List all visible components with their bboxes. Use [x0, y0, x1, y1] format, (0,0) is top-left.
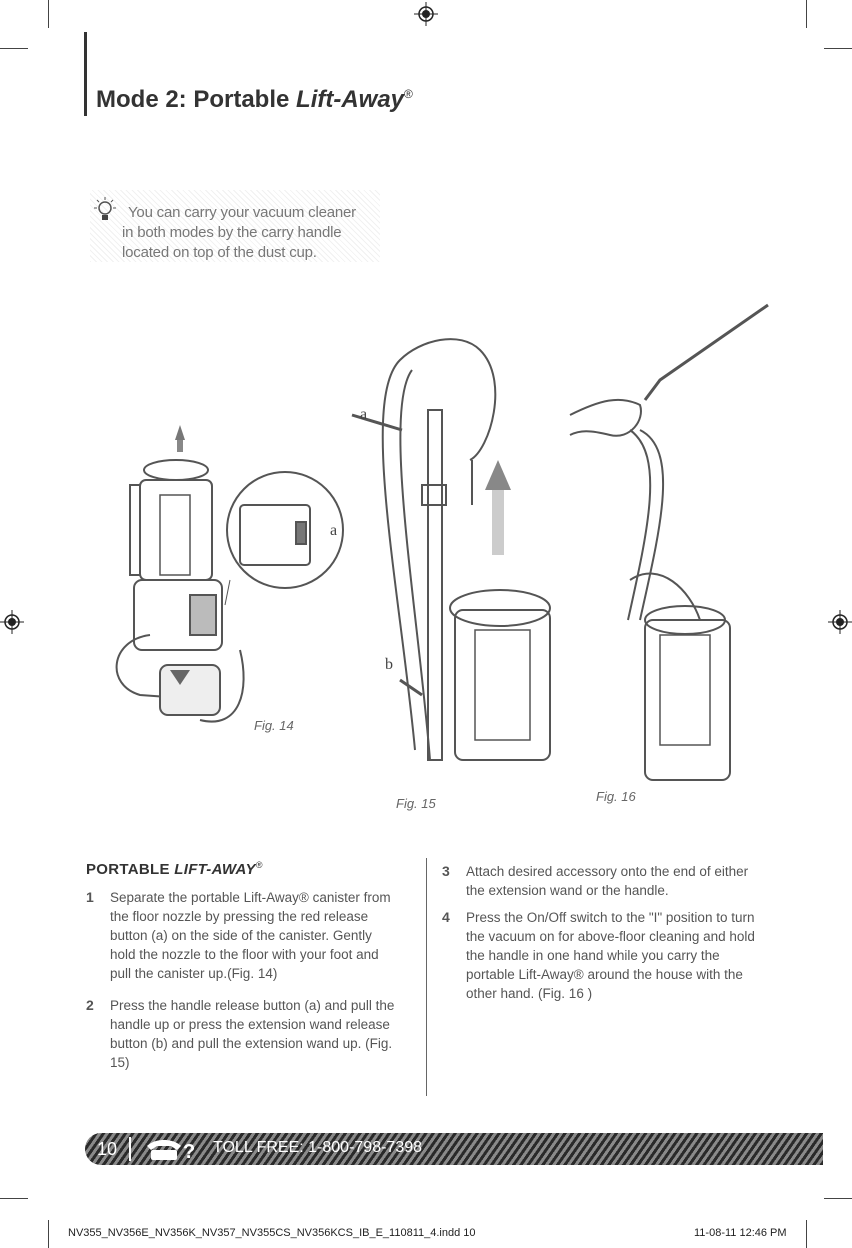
step-text: Press the On/Off switch to the "I" position to turn the vacuum on for above-floor cleaning and hold the handle in one hand while you carry the portable Lift-Away® around the house with the other hand. (Fig. 16 ) — [466, 910, 755, 1001]
registration-mark-icon — [414, 2, 438, 26]
step-number: 3 — [442, 863, 450, 879]
tip-box — [90, 190, 380, 262]
fig15-label: Fig. 15 — [396, 796, 436, 811]
heading-prefix: PORTABLE — [86, 861, 175, 878]
callout-a-fig14: a — [330, 522, 338, 539]
print-timestamp: 11-08-11 12:46 PM — [694, 1227, 787, 1239]
crop-mark — [48, 1220, 49, 1248]
svg-text:?: ? — [183, 1141, 196, 1162]
step-number: 4 — [442, 909, 450, 925]
step-number: 1 — [86, 889, 94, 905]
step-1 — [86, 888, 400, 983]
step-4 — [442, 908, 766, 1003]
step-number: 2 — [86, 997, 94, 1013]
fig14-inset — [225, 472, 343, 605]
tip-line-3: located on top of the dust cup. — [122, 244, 317, 261]
crop-mark — [806, 0, 807, 28]
callout-a-fig15: a — [360, 406, 368, 423]
title-accent-bar — [84, 32, 87, 116]
crop-mark — [0, 48, 28, 49]
registration-mark-icon — [828, 610, 852, 634]
fig16-drawing — [570, 305, 768, 780]
page-title — [96, 86, 413, 114]
title-mark: ® — [404, 87, 413, 101]
title-prefix: Mode 2: Portable — [96, 86, 297, 113]
heading-mark: ® — [255, 860, 263, 870]
column-divider — [426, 858, 427, 1096]
footer-band — [85, 1133, 823, 1165]
fig14-label: Fig. 14 — [254, 718, 294, 733]
callout-b-fig15: b — [385, 656, 393, 673]
crop-mark — [824, 48, 852, 49]
step-text: Attach desired accessory onto the end of either the extension wand or the handle. — [466, 864, 749, 898]
phone-icon — [143, 1136, 197, 1162]
tip-line-2: in both modes by the carry handle — [122, 224, 342, 241]
fig15-drawing — [352, 339, 550, 760]
footer-divider — [129, 1137, 131, 1161]
step-text: Separate the portable Lift-Away® canister from the floor nozzle by pressing the red release button (a) on the side of the canister. Gently hold the nozzle to the floor with your foot and pull the canister up.(Fig. 14) — [110, 890, 391, 981]
step-2 — [86, 996, 400, 1072]
fig14-drawing — [117, 425, 244, 722]
vacuum-illustration — [100, 290, 780, 810]
crop-mark — [0, 1198, 28, 1199]
crop-mark — [824, 1198, 852, 1199]
tip-line-1: You can carry your vacuum cleaner — [128, 204, 356, 221]
step-text: Press the handle release button (a) and pull the handle up or press the extension wand release button (b) and pull the extension wand up. (Fig. 15) — [110, 998, 395, 1070]
crop-mark — [48, 0, 49, 28]
step-3 — [442, 862, 766, 900]
fig16-label: Fig. 16 — [596, 789, 636, 804]
page-number: 10 — [97, 1139, 118, 1159]
print-filename: NV355_NV356E_NV356K_NV357_NV355CS_NV356KCS_IB_E_110811_4.indd 10 — [68, 1227, 476, 1239]
heading-italic: LIFT-AWAY — [174, 861, 256, 878]
section-heading — [86, 860, 263, 878]
lightbulb-icon — [92, 196, 118, 228]
crop-mark — [806, 1220, 807, 1248]
title-italic: Lift-Away — [296, 86, 405, 113]
toll-free-number: TOLL FREE: 1-800-798-7398 — [213, 1139, 423, 1156]
registration-mark-icon — [0, 610, 24, 634]
